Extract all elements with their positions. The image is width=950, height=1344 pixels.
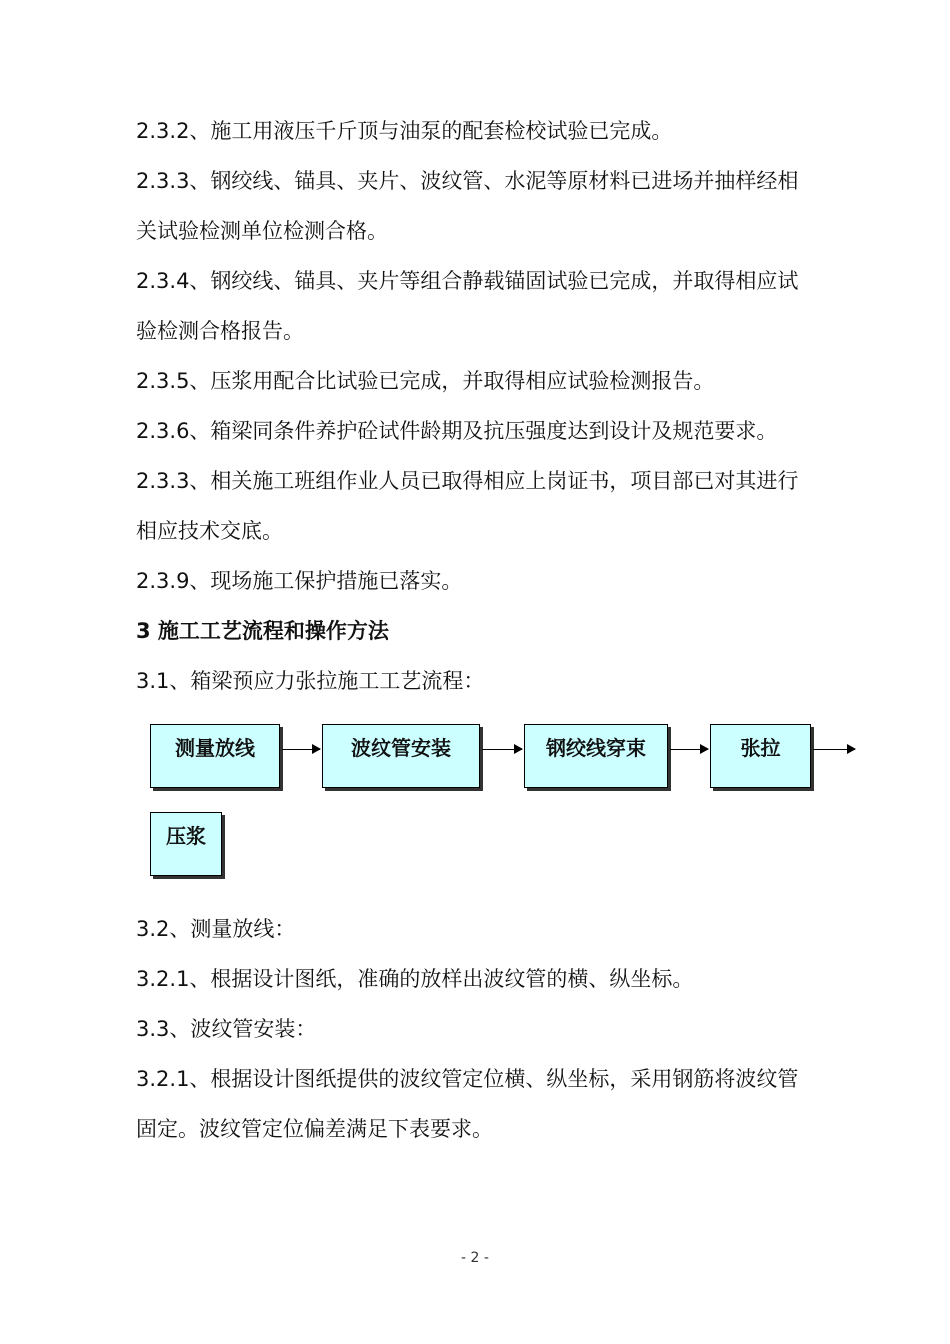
paragraph-line: 3.3、波纹管安装： bbox=[136, 1017, 317, 1041]
flow-step-grouting: 压浆 bbox=[150, 812, 222, 876]
paragraph-line: 2.3.4、钢绞线、锚具、夹片等组合静载锚固试验已完成，并取得相应试 bbox=[136, 269, 799, 293]
paragraph-line: 3.2、测量放线： bbox=[136, 917, 296, 941]
paragraph-line: 相应技术交底。 bbox=[136, 519, 283, 543]
flow-step-tensioning: 张拉 bbox=[710, 724, 811, 788]
paragraph-line: 2.3.9、现场施工保护措施已落实。 bbox=[136, 569, 463, 593]
flow-arrow bbox=[482, 749, 522, 750]
flow-arrow bbox=[282, 749, 320, 750]
section-heading: 3 施工工艺流程和操作方法 bbox=[136, 619, 389, 643]
flow-title: 3.1、箱梁预应力张拉施工工艺流程： bbox=[136, 669, 485, 693]
paragraph-line: 验检测合格报告。 bbox=[136, 319, 304, 343]
paragraph-line: 2.3.5、压浆用配合比试验已完成，并取得相应试验检测报告。 bbox=[136, 369, 715, 393]
flow-step-strand-threading: 钢绞线穿束 bbox=[524, 724, 668, 788]
paragraph-line: 2.3.3、钢绞线、锚具、夹片、波纹管、水泥等原材料已进场并抽样经相 bbox=[136, 169, 799, 193]
flow-arrow bbox=[813, 749, 855, 750]
flow-step-duct-install: 波纹管安装 bbox=[322, 724, 480, 788]
paragraph-line: 2.3.2、施工用液压千斤顶与油泵的配套检校试验已完成。 bbox=[136, 119, 673, 143]
paragraph-line: 固定。波纹管定位偏差满足下表要求。 bbox=[136, 1117, 493, 1141]
page-number: - 2 - bbox=[461, 1250, 489, 1266]
flow-step-measure: 测量放线 bbox=[150, 724, 280, 788]
flow-arrow bbox=[670, 749, 708, 750]
paragraph-line: 2.3.6、箱梁同条件养护砼试件龄期及抗压强度达到设计及规范要求。 bbox=[136, 419, 778, 443]
paragraph-line: 关试验检测单位检测合格。 bbox=[136, 219, 388, 243]
paragraph-line: 3.2.1、根据设计图纸，准确的放样出波纹管的横、纵坐标。 bbox=[136, 967, 694, 991]
paragraph-line: 2.3.3、相关施工班组作业人员已取得相应上岗证书，项目部已对其进行 bbox=[136, 469, 799, 493]
paragraph-line: 3.2.1、根据设计图纸提供的波纹管定位横、纵坐标，采用钢筋将波纹管 bbox=[136, 1067, 799, 1091]
